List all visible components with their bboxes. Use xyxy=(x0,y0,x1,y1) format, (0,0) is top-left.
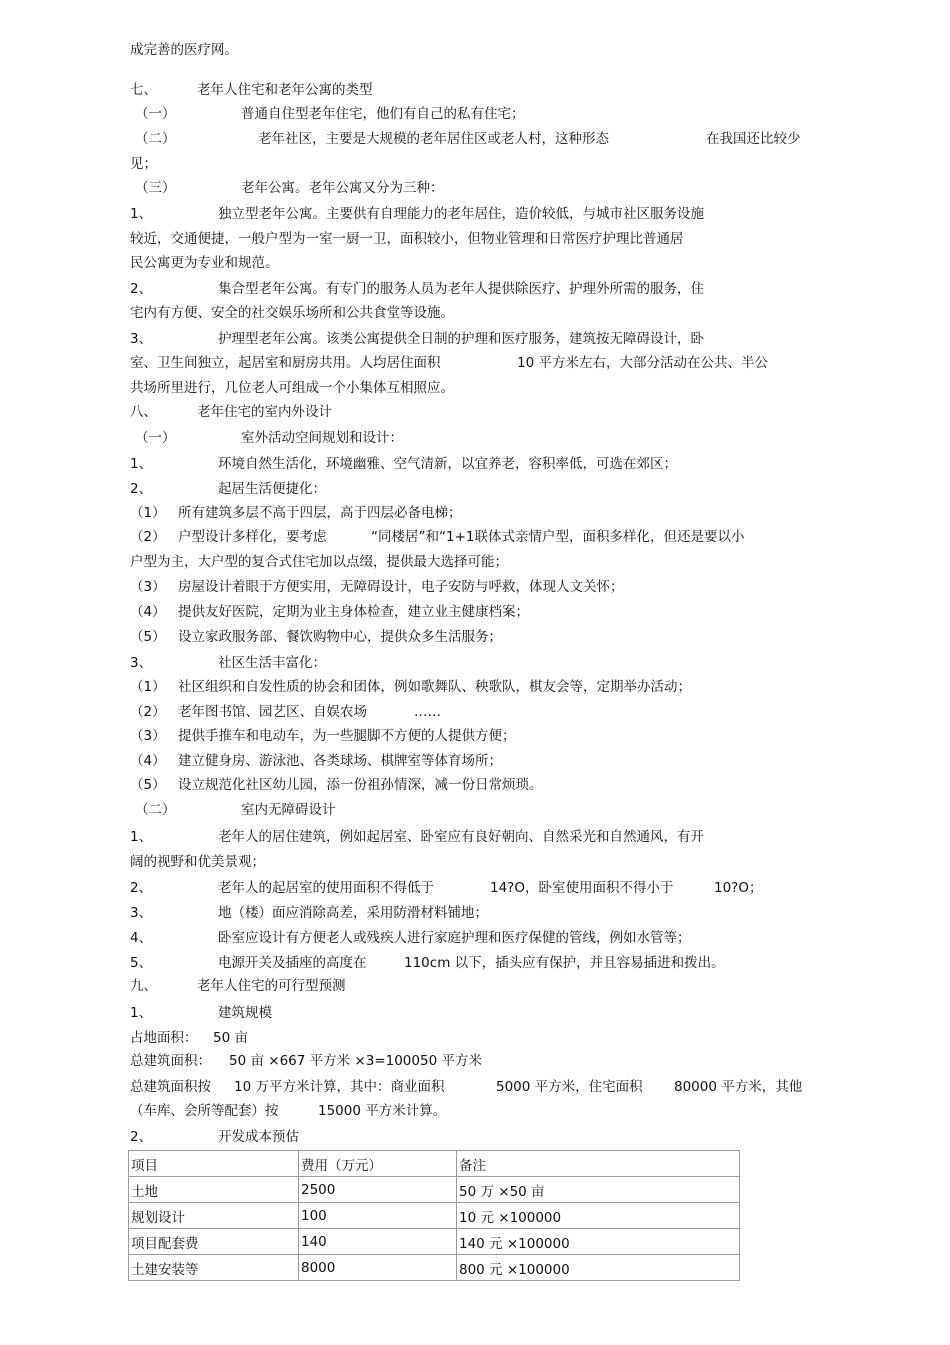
table-cell: 100 xyxy=(299,1203,457,1229)
text-segment: 10 万平方米计算，其中：商业面积 xyxy=(234,1079,445,1095)
table-header-cell: 费用（万元） xyxy=(299,1151,457,1177)
text-segment: （4） xyxy=(130,753,166,769)
text-line xyxy=(0,628,950,646)
table-cell: 800 元 ×100000 xyxy=(457,1255,740,1281)
text-segment: 在我国还比较少 xyxy=(706,131,801,147)
table-cell: 项目配套费 xyxy=(129,1229,299,1255)
table-cell: 土建安装等 xyxy=(129,1255,299,1281)
table-cell: 2500 xyxy=(299,1177,457,1203)
text-line xyxy=(0,1052,950,1070)
text-segment: 老年人的起居室的使用面积不得低于 xyxy=(218,880,434,896)
text-segment: …… xyxy=(414,704,441,720)
text-segment: 提供手推车和电动车，为一些腿脚不方便的人提供方便； xyxy=(178,728,516,744)
text-segment: 设立规范化社区幼儿园，添一份祖孙情深，减一份日常烦琐。 xyxy=(178,777,543,793)
text-segment: 1、 xyxy=(130,456,153,472)
text-line xyxy=(0,205,950,223)
table-header-cell: 备注 xyxy=(457,1151,740,1177)
text-segment: 14?O，卧室使用面积不得小于 xyxy=(490,880,674,896)
table-cell: 规划设计 xyxy=(129,1203,299,1229)
text-segment: 户型设计多样化，要考虑 xyxy=(178,529,327,545)
text-segment: 社区生活丰富化： xyxy=(218,655,326,671)
text-line xyxy=(0,403,950,421)
text-segment: 电源开关及插座的高度在 xyxy=(218,955,367,971)
text-line xyxy=(0,703,950,721)
text-segment: （4） xyxy=(130,604,166,620)
text-segment: （2） xyxy=(130,704,166,720)
text-segment: 社区组织和自发性质的协会和团体，例如歌舞队、秧歌队，棋友会等，定期举办活动； xyxy=(178,679,691,695)
text-segment: 3、 xyxy=(130,905,153,921)
text-segment: 室、卫生间独立，起居室和厨房共用。人均居住面积 xyxy=(130,355,441,371)
text-segment: （1） xyxy=(130,505,166,521)
text-segment: 宅内有方便、安全的社交娱乐场所和公共食堂等设施。 xyxy=(130,305,454,321)
table-cell: 140 xyxy=(299,1229,457,1255)
text-line xyxy=(0,879,950,897)
text-line xyxy=(0,81,950,99)
text-segment: 成完善的医疗网。 xyxy=(130,42,238,58)
text-line xyxy=(0,603,950,621)
text-line xyxy=(0,230,950,248)
text-line xyxy=(0,929,950,947)
text-segment: （三） xyxy=(135,180,176,196)
text-segment: 起居生活便捷化： xyxy=(218,481,326,497)
text-line xyxy=(0,904,950,922)
text-segment: 普通自住型老年住宅，他们有自己的私有住宅； xyxy=(241,106,525,122)
text-segment: （5） xyxy=(130,777,166,793)
text-line xyxy=(0,977,950,995)
table-row xyxy=(129,1203,740,1229)
text-segment: 户型为主，大户型的复合式住宅加以点缀，提供最大选择可能； xyxy=(130,554,508,570)
text-line xyxy=(0,752,950,770)
text-line xyxy=(0,1102,950,1120)
text-segment: 护理型老年公寓。该类公寓提供全日制的护理和医疗服务，建筑按无障碍设计，卧 xyxy=(218,331,704,347)
text-line xyxy=(0,654,950,672)
text-line xyxy=(0,1078,950,1096)
text-segment: 80000 平方米，其他 xyxy=(674,1079,803,1095)
text-segment: 2、 xyxy=(130,481,153,497)
text-segment: 3、 xyxy=(130,655,153,671)
text-segment: 开发成本预估 xyxy=(218,1129,299,1145)
text-segment: 室内无障碍设计 xyxy=(241,802,336,818)
text-segment: 卧室应设计有方便老人或残疾人进行家庭护理和医疗保健的管线，例如水管等； xyxy=(218,930,691,946)
text-line xyxy=(0,727,950,745)
text-segment: 老年社区，主要是大规模的老年居住区或老人村，这种形态 xyxy=(258,131,609,147)
text-segment: 1、 xyxy=(130,206,153,222)
text-segment: （5） xyxy=(130,629,166,645)
text-segment: 5000 平方米，住宅面积 xyxy=(496,1079,643,1095)
text-segment: 总建筑面积： xyxy=(130,1053,211,1069)
text-line xyxy=(0,105,950,123)
text-line xyxy=(0,578,950,596)
text-line xyxy=(0,1029,950,1047)
text-segment: 3、 xyxy=(130,331,153,347)
text-line xyxy=(0,504,950,522)
text-segment: （一） xyxy=(135,106,176,122)
table-header-row xyxy=(129,1151,740,1177)
text-segment: 4、 xyxy=(130,930,153,946)
text-segment: 地（楼）面应消除高差，采用防滑材料铺地； xyxy=(218,905,488,921)
text-line xyxy=(0,776,950,794)
text-line xyxy=(0,455,950,473)
text-segment: 八、 xyxy=(130,404,157,420)
text-segment: （二） xyxy=(135,802,176,818)
text-line xyxy=(0,130,950,148)
text-segment: 110cm 以下，插头应有保护，并且容易插进和拨出。 xyxy=(404,955,725,971)
text-line xyxy=(0,41,950,59)
text-line xyxy=(0,678,950,696)
text-segment: 老年人住宅和老年公寓的类型 xyxy=(197,82,373,98)
text-line xyxy=(0,155,950,173)
text-line xyxy=(0,280,950,298)
text-segment: （车库、会所等配套）按 xyxy=(130,1103,279,1119)
table-cell: 8000 xyxy=(299,1255,457,1281)
text-line xyxy=(0,553,950,571)
text-segment: 2、 xyxy=(130,281,153,297)
text-segment: （二） xyxy=(135,131,176,147)
text-segment: 50 亩 ×667 平方米 ×3=100050 平方米 xyxy=(229,1053,482,1069)
text-segment: 50 亩 xyxy=(213,1030,248,1046)
text-segment: 2、 xyxy=(130,880,153,896)
text-segment: 10 平方米左右，大部分活动在公共、半公 xyxy=(517,355,768,371)
text-segment: （3） xyxy=(130,579,166,595)
text-segment: 总建筑面积按 xyxy=(130,1079,211,1095)
text-segment: 较近，交通便捷，一般户型为一室一厨一卫，面积较小，但物业管理和日常医疗护理比普通居 xyxy=(130,231,684,247)
text-segment: 10?O； xyxy=(714,880,763,896)
text-line xyxy=(0,354,950,372)
text-line xyxy=(0,528,950,546)
text-segment: “同楼居”和“1+1联体式亲情户型，面积多样化，但还是要以小 xyxy=(371,529,745,545)
text-line xyxy=(0,330,950,348)
text-segment: 室外活动空间规划和设计： xyxy=(241,430,403,446)
table-row xyxy=(129,1229,740,1255)
table-cell: 土地 xyxy=(129,1177,299,1203)
text-segment: 建立健身房、游泳池、各类球场、棋牌室等体育场所； xyxy=(178,753,502,769)
text-segment: 建筑规模 xyxy=(218,1005,272,1021)
text-line xyxy=(0,480,950,498)
text-segment: 独立型老年公寓。主要供有自理能力的老年居住，造价较低，与城市社区服务设施 xyxy=(218,206,704,222)
text-line xyxy=(0,828,950,846)
text-line xyxy=(0,801,950,819)
text-segment: 老年住宅的室内外设计 xyxy=(197,404,332,420)
table-cell: 140 元 ×100000 xyxy=(457,1229,740,1255)
text-segment: （2） xyxy=(130,529,166,545)
text-segment: 5、 xyxy=(130,955,153,971)
text-segment: 集合型老年公寓。有专门的服务人员为老年人提供除医疗、护理外所需的服务，住 xyxy=(218,281,704,297)
table-row xyxy=(129,1177,740,1203)
text-segment: 占地面积： xyxy=(130,1030,198,1046)
text-segment: 共场所里进行，几位老人可组成一个小集体互相照应。 xyxy=(130,380,454,396)
text-segment: 所有建筑多层不高于四层，高于四层必备电梯； xyxy=(178,505,462,521)
text-segment: 阔的视野和优美景观； xyxy=(130,854,265,870)
text-line xyxy=(0,429,950,447)
table-cell: 50 万 ×50 亩 xyxy=(457,1177,740,1203)
text-line xyxy=(0,254,950,272)
text-segment: 九、 xyxy=(130,978,157,994)
cost-table xyxy=(128,1150,740,1281)
text-line xyxy=(0,179,950,197)
text-segment: （3） xyxy=(130,728,166,744)
table-cell: 10 元 ×100000 xyxy=(457,1203,740,1229)
text-line xyxy=(0,304,950,322)
text-segment: （一） xyxy=(135,430,176,446)
text-segment: 民公寓更为专业和规范。 xyxy=(130,255,279,271)
table-row xyxy=(129,1255,740,1281)
text-segment: 老年公寓。老年公寓又分为三种： xyxy=(241,180,444,196)
text-line xyxy=(0,853,950,871)
text-segment: 1、 xyxy=(130,1005,153,1021)
text-segment: 1、 xyxy=(130,829,153,845)
text-segment: 七、 xyxy=(130,82,157,98)
text-segment: 见； xyxy=(130,156,157,172)
text-segment: 15000 平方米计算。 xyxy=(318,1103,447,1119)
text-segment: 提供友好医院，定期为业主身体检查，建立业主健康档案； xyxy=(178,604,529,620)
text-line xyxy=(0,1128,950,1146)
text-segment: 2、 xyxy=(130,1129,153,1145)
text-line xyxy=(0,379,950,397)
text-line xyxy=(0,1004,950,1022)
text-segment: 房屋设计着眼于方便实用，无障碍设计，电子安防与呼救，体现人文关怀； xyxy=(178,579,624,595)
text-segment: 老年图书馆、园艺区、自娱农场 xyxy=(178,704,367,720)
table-header-cell: 项目 xyxy=(129,1151,299,1177)
text-segment: 设立家政服务部、餐饮购物中心，提供众多生活服务； xyxy=(178,629,502,645)
text-segment: 环境自然生活化，环境幽雅、空气清新，以宜养老，容积率低，可选在郊区； xyxy=(218,456,677,472)
text-segment: 老年人住宅的可行型预测 xyxy=(197,978,346,994)
text-segment: （1） xyxy=(130,679,166,695)
text-line xyxy=(0,954,950,972)
text-segment: 老年人的居住建筑，例如起居室、卧室应有良好朝向、自然采光和自然通风，有开 xyxy=(218,829,704,845)
